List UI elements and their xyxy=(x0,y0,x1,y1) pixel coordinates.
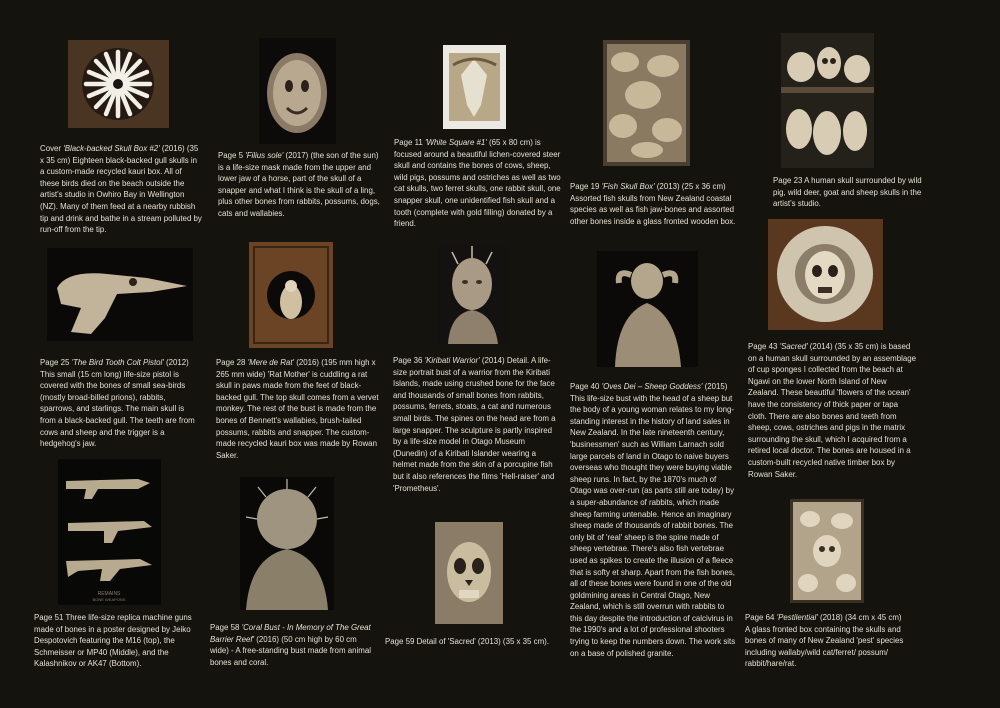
white-square-photo xyxy=(443,45,506,129)
kiribati-warrior-photo xyxy=(438,244,507,344)
caption-page-58: Page 58 'Coral Bust - In Memory of The Great Barrier Reef' (2016) (50 cm high by 60 cm wide) - A free-standing bust made from animal bones and coral. xyxy=(210,623,371,667)
poster-title-line2: BONE WEAPONS xyxy=(92,597,126,602)
caption-page-51: Page 51 Three life-size replica machine guns made of bones in a poster designed by Jeiko Despotovich featuring the M16 (top), the Schmeisser or MP40 (Middle), and the Kalashnikov or AK47 (Bottom). xyxy=(34,613,192,669)
caption-page-64: Page 64 'Pestilential' (2018) (34 cm x 45 cm) A glass fronted box containing the skulls and bones of many of New Zealand 'pest' species including wallaby/wild cat/ferret/ possum/ rabbit/hare/rat. xyxy=(745,613,904,669)
coral-bust-photo xyxy=(240,477,334,610)
caption-page-43: Page 43 'Sacred' (2014) (35 x 35 cm) is based on a human skull surrounded by an assemblage of cup sponges I collected from the beach at Ngawi on the lower North Island of New Zealand. These beautiful 'flowers of the ocean' have the consistency of thick paper or tapa cloth. There are also bones and teeth from sheep, cows, ostriches and pigs in the matrix surrounding the skull, which I acquired from a retired local doctor. The bones are housed in a custom-built recycled native timber box by Rowan Saker. xyxy=(748,342,916,479)
bird-tooth-colt-pistol-photo xyxy=(47,248,193,341)
caption-page-59: Page 59 Detail of 'Sacred' (2013) (35 x 35 cm). xyxy=(385,637,549,646)
caption-page-40: Page 40 'Oves Dei – Sheep Goddess' (2015) This life-size bust with the head of a sheep but the body of a young woman relates to my long-standing interest in the history of land sales in New Zealand. In the late nineteenth century, 'businessmen' such as William Larnach sold large parcels of land in Otago to naive buyers overseas who thought they were buying viable sheep runs. In fact, by the 1870's much of Otago was over-run (as parts still are today) by a super-abundance of rabbits, which made sheep farming untenable. Hence an imaginary sheep made of thousands of rabbit bones. The only bit of 'real' sheep is the spine made of sheep vertebrae. There's also fish vertebrae used as spikes to create the illusion of a fleece that is softy et sharp. Apart from the fish bones, all of these bones were found in one of the old goldmining areas in Central Otago, New Zealand, which is still overrun with rabbits to this day despite the introduction of calcivirus in the 1990's and a lot of professional shooters trying to keep the numbers down. The work sits on a base of polished granite. xyxy=(570,382,736,658)
pestilential-box-photo xyxy=(790,499,864,603)
sacred-detail-photo xyxy=(435,522,503,624)
caption-page-11: Page 11 'White Square #1' (65 x 80 cm) is focused around a beautiful lichen-covered steer skull and contains the bones of cows, sheep, wild pigs, possums and ostriches as well as two cat skulls, two ferret skulls, one rabbit skull, one snapper skull, one unidentified fish skull and a tooth (complete with gold filling) donated by a friend. xyxy=(394,138,561,229)
filius-sole-mask-photo xyxy=(259,38,336,144)
caption-page-19: Page 19 'Fish Skull Box' (2013) (25 x 36 cm) Assorted fish skulls from New Zealand coastal species as well as fish jaw-bones and assorted other bones inside a glass fronted wooden box. xyxy=(570,182,736,226)
caption-page-36: Page 36 'Kiribati Warrior' (2014) Detail. A life-size portrait bust of a warrior from the Kiribati Islands, made using crushed bone for the face and thousands of small bones from rabbits, possums, ferrets, stoats, a cat and numerous small birds. The spines on the head are from a large snapper. The sculpture is partly inspired by a life-size model in Otago Museum (Dunedin) of a Kiribati Islander wearing a helmet made from the skin of a porcupine fish but it also references the films 'Hell-raiser' and 'Prometheus'. xyxy=(393,356,556,493)
caption-page-28: Page 28 'Mere de Rat' (2016) (195 mm high x 265 mm wide) 'Rat Mother' is cuddling a rat skull in paws made from the feet of black-backed gull. The top skull comes from a vervet monkey. The rest of the bust is made from the bones of Bennett's wallabies, brush-tailed possums, rabbits and snapper. The custom-made recycled kauri box was made by Rowan Saker. xyxy=(216,358,379,460)
caption-page-23: Page 23 A human skull surrounded by wild pig, wild deer, goat and sheep skulls in the artist's studio. xyxy=(773,176,922,209)
sheep-goddess-photo xyxy=(597,251,698,367)
fish-skull-box-photo xyxy=(603,40,690,166)
poster-title-line1: REMAINS xyxy=(97,591,121,597)
machine-gun-poster-photo xyxy=(58,459,161,605)
caption-cover: Cover 'Black-backed Skull Box #2' (2016) (35 x 35 cm) Eighteen black-backed gull skulls in a custom-made recycled kauri box. All of these birds died on the beach outside the artist's studio in Owhiro Bay in Wellington (NZ). Many of them feed at a nearby rubbish tip and drink and bathe in a stream polluted by run-off from the tip. xyxy=(40,144,202,235)
black-backed-skull-box-photo xyxy=(68,40,169,128)
mere-de-rat-photo xyxy=(249,242,333,348)
caption-page-5: Page 5 'Filius sole' (2017) (the son of the sun) is a life-size mask made from the upper and lower jaw of a horse, part of the skull of a snapper and what I think is the skull of a ling, plus other bones from rabbits, possums, dogs, cats and wallabies. xyxy=(218,151,380,218)
sacred-box-photo xyxy=(768,219,883,330)
caption-page-25: Page 25 'The Bird Tooth Colt Pistol' (2012) This small (15 cm long) life-size pistol is covered with the bones of small sea-birds (mostly broad-billed prions), rabbits, sparrows, and starlings. The main skull is from a black-backed gull. The teeth are from cows and sheep and the trigger is a hedgehog's jaw. xyxy=(40,358,195,449)
studio-skulls-photo xyxy=(781,33,874,168)
